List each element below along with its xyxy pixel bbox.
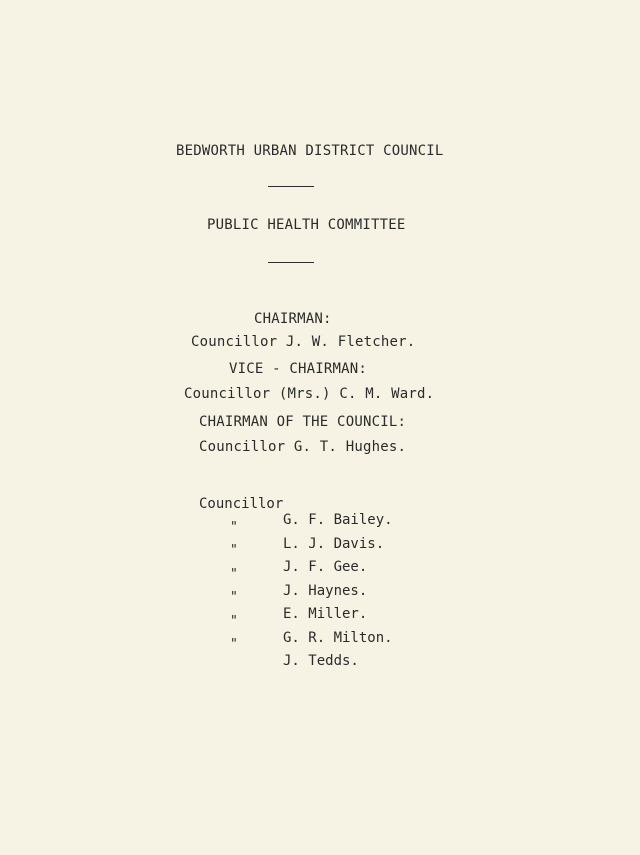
member-name: J. Haynes. xyxy=(283,582,368,599)
member-prefix: Councillor xyxy=(199,496,284,512)
members-list xyxy=(199,480,393,669)
council-title: BEDWORTH URBAN DISTRICT COUNCIL xyxy=(176,143,444,159)
member-name: J. Tedds. xyxy=(283,653,359,669)
council-chairman-label: CHAIRMAN OF THE COUNCIL: xyxy=(199,414,407,430)
member-name: G. F. Bailey. xyxy=(283,512,393,528)
title-divider xyxy=(268,186,314,187)
member-name: J. F. Gee. xyxy=(283,559,368,575)
chairman-name: Councillor J. W. Fletcher. xyxy=(191,334,416,350)
list-item xyxy=(199,480,393,528)
ditto-mark: " xyxy=(230,613,238,629)
council-chairman-name: Councillor G. T. Hughes. xyxy=(199,439,407,455)
ditto-mark: " xyxy=(230,590,238,605)
member-name: L. J. Davis. xyxy=(283,535,385,552)
vice-chairman-name: Councillor (Mrs.) C. M. Ward. xyxy=(184,386,435,402)
vice-chairman-label: VICE - CHAIRMAN: xyxy=(229,361,368,377)
chairman-label: CHAIRMAN: xyxy=(254,311,332,327)
ditto-mark: " xyxy=(230,543,238,558)
committee-divider xyxy=(268,262,314,263)
member-name: G. R. Milton. xyxy=(283,629,393,646)
ditto-mark: " xyxy=(230,519,238,535)
committee-title: PUBLIC HEALTH COMMITTEE xyxy=(207,217,406,233)
ditto-mark: " xyxy=(230,637,238,652)
member-name: E. Miller. xyxy=(283,606,368,622)
ditto-mark: " xyxy=(230,566,238,582)
